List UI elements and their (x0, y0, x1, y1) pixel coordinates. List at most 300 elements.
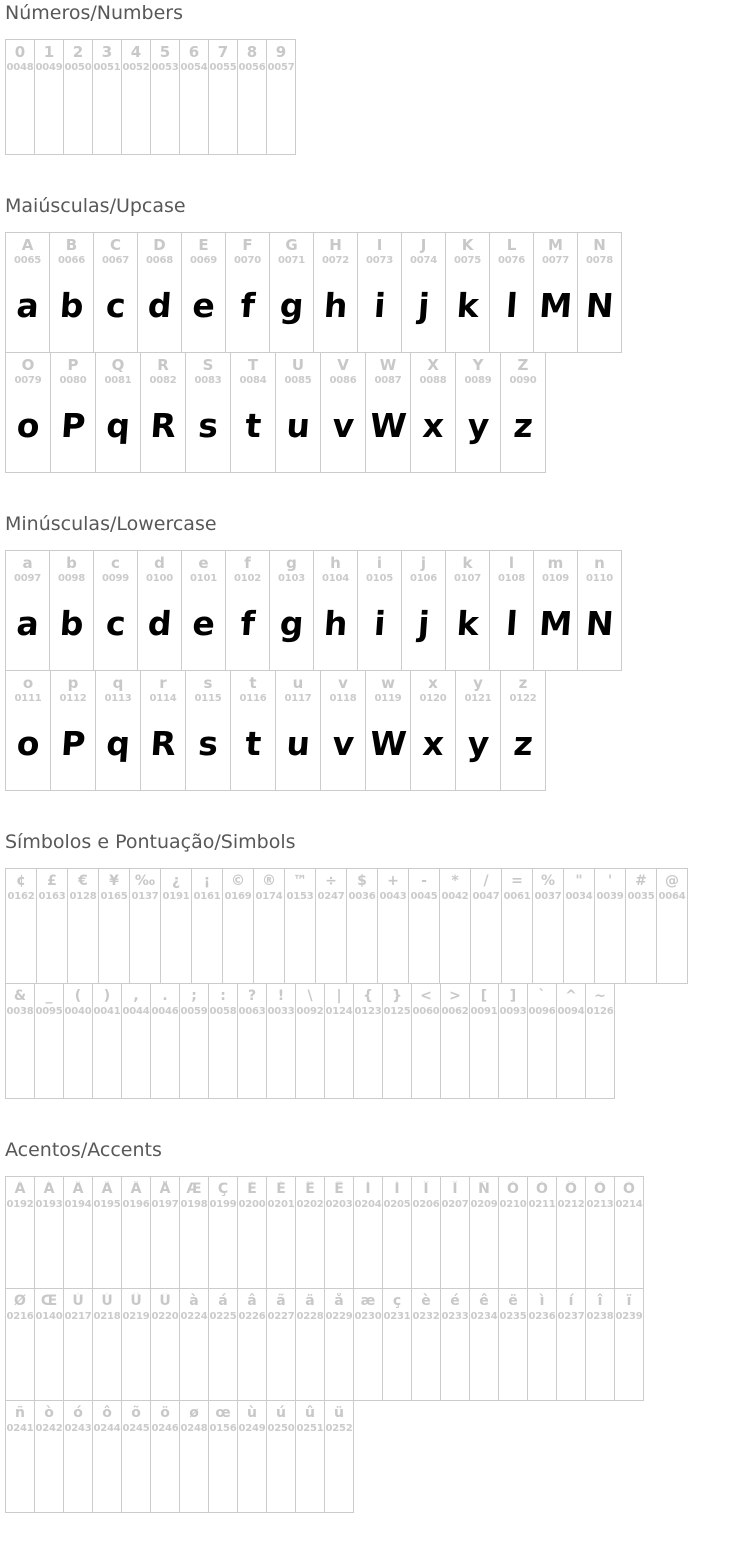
char-reference-label: K (461, 237, 474, 254)
char-cell (238, 1401, 267, 1512)
char-cell (6, 869, 37, 983)
char-unicode-code: 0196 (122, 1199, 150, 1210)
char-unicode-code: 0245 (122, 1423, 150, 1434)
char-glyph (351, 1211, 384, 1288)
char-unicode-code: 0061 (503, 891, 531, 902)
char-reference-label: u (292, 675, 304, 692)
char-glyph (32, 1211, 65, 1288)
char-cell (528, 984, 557, 1098)
char-cell (35, 40, 64, 154)
char-reference-label: 7 (217, 44, 229, 61)
char-reference-label: ¥ (109, 873, 119, 889)
char-cell (499, 1177, 528, 1288)
char-cell (209, 1177, 238, 1288)
char-unicode-code: 0241 (6, 1423, 34, 1434)
char-reference-label: 9 (275, 44, 287, 61)
char-glyph (264, 1211, 297, 1288)
section-title: Minúsculas/Lowercase (5, 513, 217, 535)
char-cell (267, 984, 296, 1098)
char-cell (35, 1289, 64, 1400)
char-unicode-code: 0035 (627, 891, 655, 902)
char-glyph (206, 1018, 240, 1098)
section-title: Símbolos e Pontuação/Simbols (5, 831, 296, 853)
char-unicode-code: 0249 (238, 1423, 266, 1434)
section-title: Números/Numbers (5, 2, 183, 24)
char-cell (270, 233, 314, 352)
char-glyph (32, 1018, 66, 1098)
char-unicode-code: 0120 (419, 693, 447, 704)
char-glyph: e (191, 286, 217, 325)
char-reference-label: q (112, 675, 124, 692)
char-glyph (264, 1323, 297, 1400)
char-glyph (119, 1435, 152, 1512)
char-glyph: a (15, 286, 41, 325)
char-reference-label: L (506, 237, 517, 254)
char-reference-label: 1 (43, 44, 55, 61)
char-unicode-code: 0238 (586, 1311, 614, 1322)
char-cell (64, 1401, 93, 1512)
char-cell (226, 551, 270, 670)
char-reference-label: { (363, 988, 373, 1004)
char-reference-label: z (518, 675, 528, 692)
char-glyph: M (537, 604, 574, 643)
char-cell (192, 869, 223, 983)
char-glyph (406, 903, 442, 983)
char-cell (470, 1289, 499, 1400)
char-reference-label: 2 (72, 44, 84, 61)
char-glyph: l (504, 286, 519, 325)
char-reference-label: 3 (101, 44, 113, 61)
char-glyph: c (104, 286, 127, 325)
char-cell (557, 984, 586, 1098)
char-unicode-code: 0089 (464, 375, 492, 386)
char-unicode-code: 0056 (238, 62, 266, 73)
char-glyph: j (416, 286, 431, 325)
char-reference-label: ` (538, 988, 546, 1004)
char-unicode-code: 0220 (151, 1311, 179, 1322)
char-unicode-code: 0126 (586, 1006, 614, 1017)
char-unicode-code: 0071 (277, 255, 306, 266)
char-glyph (468, 903, 504, 983)
char-glyph (177, 74, 211, 154)
char-cell (94, 233, 138, 352)
char-cell (180, 40, 209, 154)
char-unicode-code: 0044 (122, 1006, 150, 1017)
char-cell (296, 1401, 325, 1512)
char-cell (502, 869, 533, 983)
char-glyph: g (278, 604, 305, 643)
char-row (5, 232, 622, 353)
char-cell (180, 1177, 209, 1288)
char-cell (50, 551, 94, 670)
char-reference-label: È (247, 1181, 257, 1197)
char-unicode-code: 0095 (35, 1006, 63, 1017)
char-cell (51, 353, 96, 472)
char-reference-label: * (451, 873, 459, 889)
char-cell (180, 984, 209, 1098)
char-glyph (525, 1211, 558, 1288)
char-reference-label: Ë (334, 1181, 344, 1197)
char-unicode-code: 0108 (497, 573, 526, 584)
char-cell (35, 984, 64, 1098)
char-unicode-code: 0099 (101, 573, 130, 584)
char-glyph (61, 74, 95, 154)
char-glyph (177, 1435, 210, 1512)
char-reference-label: ó (73, 1405, 83, 1421)
char-cell (6, 353, 51, 472)
char-cell (151, 1289, 180, 1400)
char-unicode-code: 0121 (464, 693, 492, 704)
char-reference-label: % (540, 873, 556, 889)
char-glyph (148, 1435, 181, 1512)
section-accents (5, 1139, 730, 1513)
char-unicode-code: 0097 (13, 573, 42, 584)
char-cell (533, 869, 564, 983)
char-reference-label: œ (215, 1405, 231, 1421)
char-glyph (158, 903, 194, 983)
char-unicode-code: 0041 (93, 1006, 121, 1017)
char-cell (151, 40, 180, 154)
char-cell (314, 233, 358, 352)
char-glyph: i (372, 286, 387, 325)
char-glyph (119, 1211, 152, 1288)
char-reference-label: Œ (40, 1293, 58, 1309)
char-reference-label: û (305, 1405, 315, 1421)
char-glyph: P (59, 406, 87, 445)
char-glyph (3, 1018, 37, 1098)
section-numbers (5, 2, 730, 155)
char-glyph: a (15, 604, 41, 643)
char-reference-label: ¢ (16, 873, 26, 889)
char-cell (325, 1401, 353, 1512)
char-reference-label: À (14, 1181, 26, 1197)
char-row (5, 352, 546, 473)
char-glyph: d (146, 286, 173, 325)
char-reference-label: Í (394, 1181, 400, 1197)
char-reference-label: ( (74, 988, 82, 1004)
char-cell (446, 551, 490, 670)
char-cell (35, 1177, 64, 1288)
char-row (5, 983, 615, 1099)
char-cell (6, 40, 35, 154)
char-cell (231, 353, 276, 472)
char-reference-label: Ì (365, 1181, 371, 1197)
char-glyph (264, 74, 298, 154)
char-cell (456, 353, 501, 472)
char-unicode-code: 0094 (557, 1006, 585, 1017)
char-cell (209, 1289, 238, 1400)
char-reference-label: â (247, 1293, 257, 1309)
char-cell (93, 1177, 122, 1288)
char-glyph (235, 74, 269, 154)
char-glyph (554, 1323, 587, 1400)
char-glyph (177, 1211, 210, 1288)
char-cell (446, 233, 490, 352)
char-reference-label: 8 (246, 44, 258, 61)
char-cell (6, 1177, 35, 1288)
char-reference-label: e (198, 555, 209, 572)
char-cell (138, 233, 182, 352)
char-unicode-code: 0231 (383, 1311, 411, 1322)
char-unicode-code: 0229 (325, 1311, 353, 1322)
char-reference-label: [ (480, 988, 488, 1004)
char-unicode-code: 0228 (296, 1311, 324, 1322)
char-cell (378, 869, 409, 983)
char-unicode-code: 0140 (35, 1311, 63, 1322)
char-row (5, 1400, 354, 1513)
char-reference-label: ç (392, 1293, 402, 1309)
char-reference-label: Ï (452, 1181, 458, 1197)
char-unicode-code: 0226 (238, 1311, 266, 1322)
char-unicode-code: 0080 (59, 375, 87, 386)
char-reference-label: J (420, 237, 427, 254)
char-glyph (438, 1323, 471, 1400)
char-reference-label: T (247, 357, 259, 374)
char-glyph (32, 74, 66, 154)
char-cell (186, 671, 231, 790)
char-reference-label: n (594, 555, 605, 572)
char-reference-label: ! (277, 988, 285, 1004)
char-reference-label: å (334, 1293, 344, 1309)
char-glyph (235, 1323, 268, 1400)
char-glyph (148, 1018, 182, 1098)
char-unicode-code: 0088 (419, 375, 447, 386)
char-reference-label: _ (45, 988, 53, 1004)
char-reference-label: l (508, 555, 515, 572)
char-unicode-code: 0073 (365, 255, 394, 266)
char-cell (122, 40, 151, 154)
char-unicode-code: 0252 (325, 1423, 353, 1434)
char-reference-label: Â (72, 1181, 84, 1197)
char-cell (316, 869, 347, 983)
char-cell (151, 1177, 180, 1288)
char-reference-label: © (231, 873, 245, 889)
char-unicode-code: 0225 (209, 1311, 237, 1322)
char-unicode-code: 0058 (209, 1006, 237, 1017)
char-unicode-code: 0123 (354, 1006, 382, 1017)
char-cell (557, 1177, 586, 1288)
section-rows (5, 232, 730, 473)
char-glyph: R (149, 724, 178, 763)
char-glyph (90, 1018, 124, 1098)
char-cell (499, 984, 528, 1098)
char-unicode-code: 0137 (131, 891, 159, 902)
char-reference-label: = (511, 873, 523, 889)
char-reference-label: Ä (130, 1181, 142, 1197)
section-rows (5, 550, 730, 791)
char-glyph (313, 903, 349, 983)
char-unicode-code: 0050 (64, 62, 92, 73)
char-glyph (380, 1211, 413, 1288)
char-glyph (375, 903, 411, 983)
char-cell (321, 671, 366, 790)
char-unicode-code: 0107 (453, 573, 482, 584)
char-cell (441, 1289, 470, 1400)
char-reference-label: ™ (293, 873, 307, 889)
char-unicode-code: 0161 (193, 891, 221, 902)
char-reference-label: Ó (536, 1181, 548, 1197)
char-unicode-code: 0235 (499, 1311, 527, 1322)
char-cell (64, 40, 93, 154)
char-glyph: x (421, 724, 446, 763)
char-unicode-code: 0213 (586, 1199, 614, 1210)
char-reference-label: @ (665, 873, 679, 889)
char-unicode-code: 0236 (528, 1311, 556, 1322)
char-unicode-code: 0169 (224, 891, 252, 902)
char-glyph (583, 1323, 616, 1400)
char-reference-label: t (249, 675, 257, 692)
char-cell (267, 1289, 296, 1400)
char-cell (267, 1401, 296, 1512)
char-reference-label: ä (305, 1293, 315, 1309)
char-unicode-code: 0065 (13, 255, 42, 266)
char-cell (321, 353, 366, 472)
char-reference-label: $ (357, 873, 367, 889)
char-unicode-code: 0086 (329, 375, 357, 386)
char-unicode-code: 0084 (239, 375, 267, 386)
section-title: Maiúsculas/Upcase (5, 195, 186, 217)
char-glyph (177, 1323, 210, 1400)
char-row (5, 1176, 644, 1289)
char-cell (254, 869, 285, 983)
char-glyph (525, 1018, 559, 1098)
char-reference-label: A (21, 237, 34, 254)
char-glyph: h (322, 604, 349, 643)
char-glyph (206, 74, 240, 154)
char-cell (6, 1401, 35, 1512)
char-cell (267, 40, 295, 154)
char-glyph (3, 1435, 36, 1512)
char-cell (238, 1289, 267, 1400)
char-unicode-code: 0200 (238, 1199, 266, 1210)
char-reference-label: Æ (186, 1181, 202, 1197)
char-cell (64, 1289, 93, 1400)
char-unicode-code: 0214 (615, 1199, 643, 1210)
char-cell (501, 353, 545, 472)
char-unicode-code: 0128 (69, 891, 97, 902)
char-reference-label: Ô (565, 1181, 577, 1197)
char-reference-label: Y (472, 357, 484, 374)
char-glyph: N (584, 286, 615, 325)
char-unicode-code: 0174 (255, 891, 283, 902)
char-reference-label: } (392, 988, 402, 1004)
char-reference-label: C (109, 237, 121, 254)
char-reference-label: ; (191, 988, 197, 1004)
char-reference-label: m (547, 555, 564, 572)
char-unicode-code: 0219 (122, 1311, 150, 1322)
char-glyph (90, 74, 124, 154)
char-unicode-code: 0105 (365, 573, 394, 584)
char-glyph (293, 1435, 326, 1512)
char-glyph (499, 903, 535, 983)
char-cell (586, 984, 614, 1098)
char-cell (51, 671, 96, 790)
char-glyph: z (512, 406, 535, 445)
char-glyph (235, 1211, 268, 1288)
char-cell (325, 984, 354, 1098)
char-unicode-code: 0087 (374, 375, 402, 386)
char-glyph: N (584, 604, 615, 643)
char-reference-label: ö (160, 1405, 170, 1421)
char-reference-label: F (242, 237, 253, 254)
char-reference-label: ¿ (171, 873, 181, 889)
char-row (5, 39, 296, 155)
char-cell (223, 869, 254, 983)
char-reference-label: 5 (159, 44, 171, 61)
char-glyph (65, 903, 101, 983)
char-unicode-code: 0052 (122, 62, 150, 73)
char-unicode-code: 0081 (104, 375, 132, 386)
char-glyph (264, 1018, 298, 1098)
char-reference-label: | (336, 988, 342, 1004)
char-unicode-code: 0165 (100, 891, 128, 902)
char-unicode-code: 0092 (296, 1006, 324, 1017)
section-rows (5, 1176, 730, 1513)
char-cell (534, 551, 578, 670)
char-unicode-code: 0114 (149, 693, 177, 704)
char-cell (270, 551, 314, 670)
char-unicode-code: 0211 (528, 1199, 556, 1210)
char-glyph (61, 1211, 94, 1288)
char-reference-label: Ê (305, 1181, 315, 1197)
char-glyph (437, 903, 473, 983)
char-reference-label: Q (111, 357, 125, 374)
char-reference-label: G (285, 237, 298, 254)
char-cell (441, 984, 470, 1098)
char-unicode-code: 0163 (38, 891, 66, 902)
char-glyph: f (239, 286, 257, 325)
char-glyph (264, 1435, 297, 1512)
char-glyph (467, 1323, 500, 1400)
char-glyph: f (239, 604, 257, 643)
char-glyph: q (105, 724, 132, 763)
char-glyph (409, 1211, 442, 1288)
char-reference-label: x (428, 675, 438, 692)
char-unicode-code: 0043 (379, 891, 407, 902)
char-cell (151, 984, 180, 1098)
char-cell (471, 869, 502, 983)
char-unicode-code: 0106 (409, 573, 438, 584)
char-reference-label: f (244, 555, 251, 572)
char-cell (64, 1177, 93, 1288)
char-reference-label: / (483, 873, 489, 889)
char-cell (296, 1289, 325, 1400)
char-reference-label: > (449, 988, 461, 1004)
char-unicode-code: 0193 (35, 1199, 63, 1210)
char-glyph (583, 1211, 616, 1288)
char-cell (68, 869, 99, 983)
char-reference-label: ã (276, 1293, 286, 1309)
char-glyph (583, 1018, 617, 1098)
char-unicode-code: 0117 (284, 693, 312, 704)
char-glyph (409, 1018, 443, 1098)
char-unicode-code: 0115 (194, 693, 222, 704)
char-reference-label: P (67, 357, 79, 374)
char-glyph (61, 1018, 95, 1098)
char-glyph (96, 903, 132, 983)
char-reference-label: ë (508, 1293, 518, 1309)
char-glyph: q (105, 406, 132, 445)
char-unicode-code: 0048 (6, 62, 34, 73)
char-unicode-code: 0040 (64, 1006, 92, 1017)
char-glyph (351, 1323, 384, 1400)
char-cell (6, 233, 50, 352)
char-cell (285, 869, 316, 983)
char-glyph (206, 1211, 239, 1288)
char-glyph (344, 903, 380, 983)
char-unicode-code: 0069 (189, 255, 218, 266)
char-unicode-code: 0066 (57, 255, 86, 266)
